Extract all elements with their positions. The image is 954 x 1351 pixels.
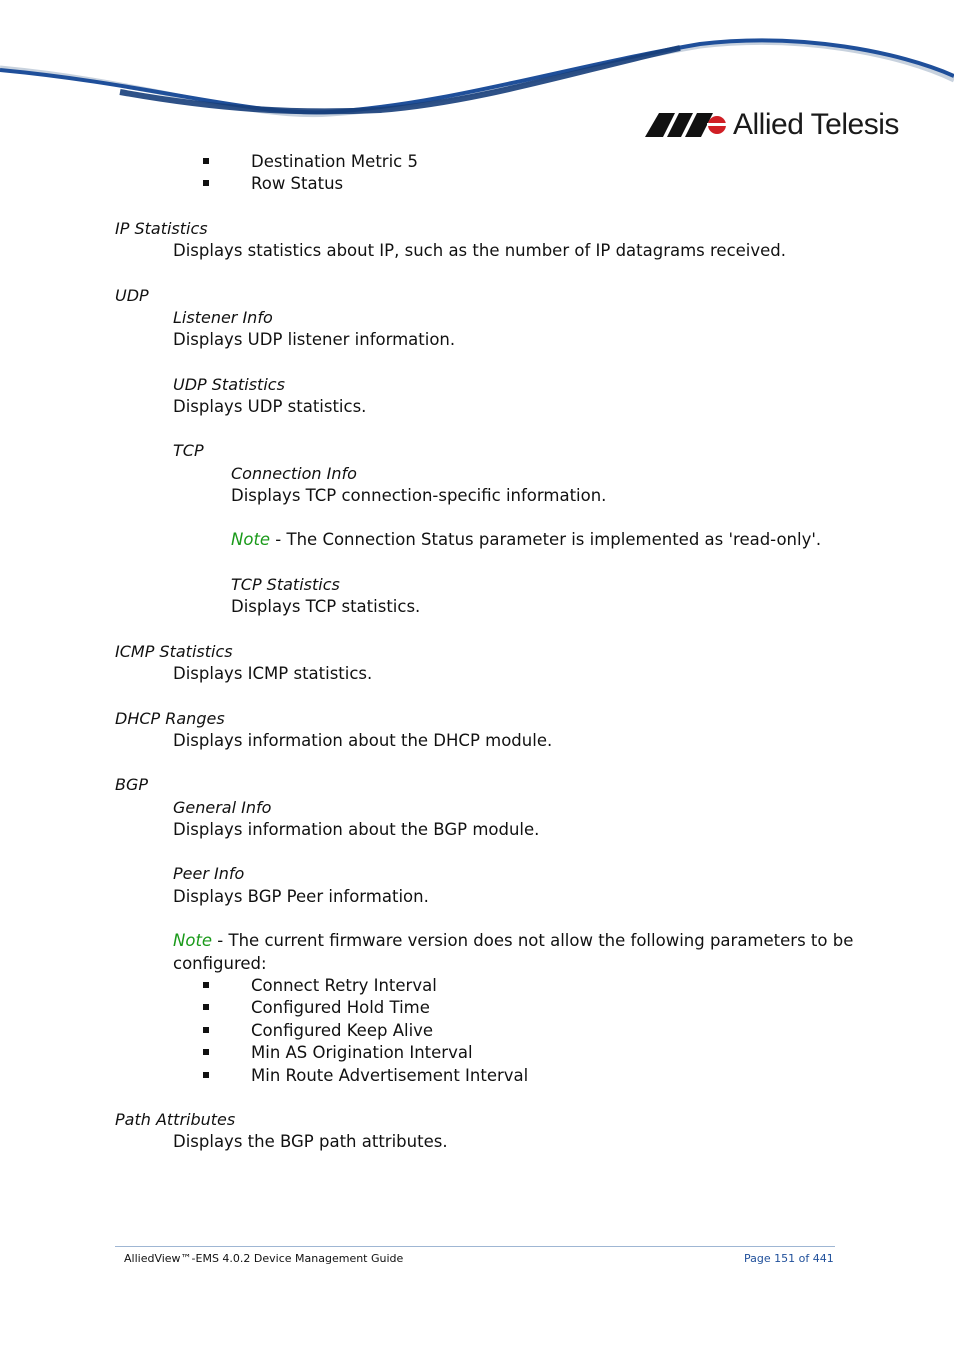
section-description: Displays statistics about IP, such as the number of IP datagrams received. — [173, 241, 787, 260]
subsection-heading-tcp-statistics: TCP Statistics — [231, 575, 340, 594]
bullet-icon — [203, 158, 209, 164]
list-item: Connect Retry Interval — [251, 976, 437, 995]
note-text-continued: configured: — [173, 954, 267, 973]
section-heading-ip-statistics: IP Statistics — [115, 219, 208, 238]
note-label: Note — [173, 931, 213, 950]
bullet-icon — [203, 180, 209, 186]
list-item: Min Route Advertisement Interval — [251, 1066, 529, 1085]
section-description: Displays TCP statistics. — [231, 597, 421, 616]
subsection-heading-general-info: General Info — [173, 798, 272, 817]
note-label: Note — [231, 530, 271, 549]
section-description: Displays BGP Peer information. — [173, 887, 429, 906]
subsection-heading-listener-info: Listener Info — [173, 308, 273, 327]
note-text: - The current firmware version does not allow the following parameters to be — [212, 931, 854, 950]
section-description: Displays information about the DHCP module. — [173, 731, 553, 750]
bullet-icon — [203, 1027, 209, 1033]
tcp-note — [231, 530, 821, 550]
bullet-icon — [203, 1072, 209, 1078]
section-description: Displays UDP statistics. — [173, 397, 367, 416]
section-heading-icmp-statistics: ICMP Statistics — [115, 642, 233, 661]
bullet-icon — [203, 1049, 209, 1055]
subsection-heading-tcp: TCP — [173, 441, 204, 460]
list-item: Configured Keep Alive — [251, 1021, 434, 1040]
footer-page-number: Page 151 of 441 — [744, 1252, 834, 1265]
list-item: Configured Hold Time — [251, 998, 430, 1017]
allied-telesis-logo — [645, 108, 899, 142]
subsection-heading-peer-info: Peer Info — [173, 864, 245, 883]
list-item: Destination Metric 5 — [251, 152, 418, 171]
list-item: Row Status — [251, 174, 344, 193]
section-description: Displays UDP listener information. — [173, 330, 456, 349]
subsection-heading-connection-info: Connection Info — [231, 464, 357, 483]
section-heading-path-attributes: Path Attributes — [115, 1110, 236, 1129]
section-heading-dhcp-ranges: DHCP Ranges — [115, 709, 225, 728]
logo-text: Allied Telesis — [733, 108, 899, 141]
allied-telesis-logo-mark — [645, 113, 727, 137]
section-description: Displays information about the BGP module. — [173, 820, 540, 839]
section-description: Displays ICMP statistics. — [173, 664, 373, 683]
bgp-note — [173, 931, 853, 951]
subsection-heading-udp-statistics: UDP Statistics — [173, 375, 285, 394]
section-description: Displays TCP connection-specific information. — [231, 486, 607, 505]
bullet-icon — [203, 982, 209, 988]
section-description: Displays the BGP path attributes. — [173, 1132, 448, 1151]
footer-guide-title: AlliedView™-EMS 4.0.2 Device Management Guide — [124, 1252, 404, 1265]
section-heading-bgp: BGP — [115, 775, 149, 794]
footer-divider — [115, 1246, 835, 1247]
section-heading-udp: UDP — [115, 286, 149, 305]
note-text: - The Connection Status parameter is implemented as 'read-only'. — [270, 530, 822, 549]
bullet-icon — [203, 1004, 209, 1010]
list-item: Min AS Origination Interval — [251, 1043, 473, 1062]
